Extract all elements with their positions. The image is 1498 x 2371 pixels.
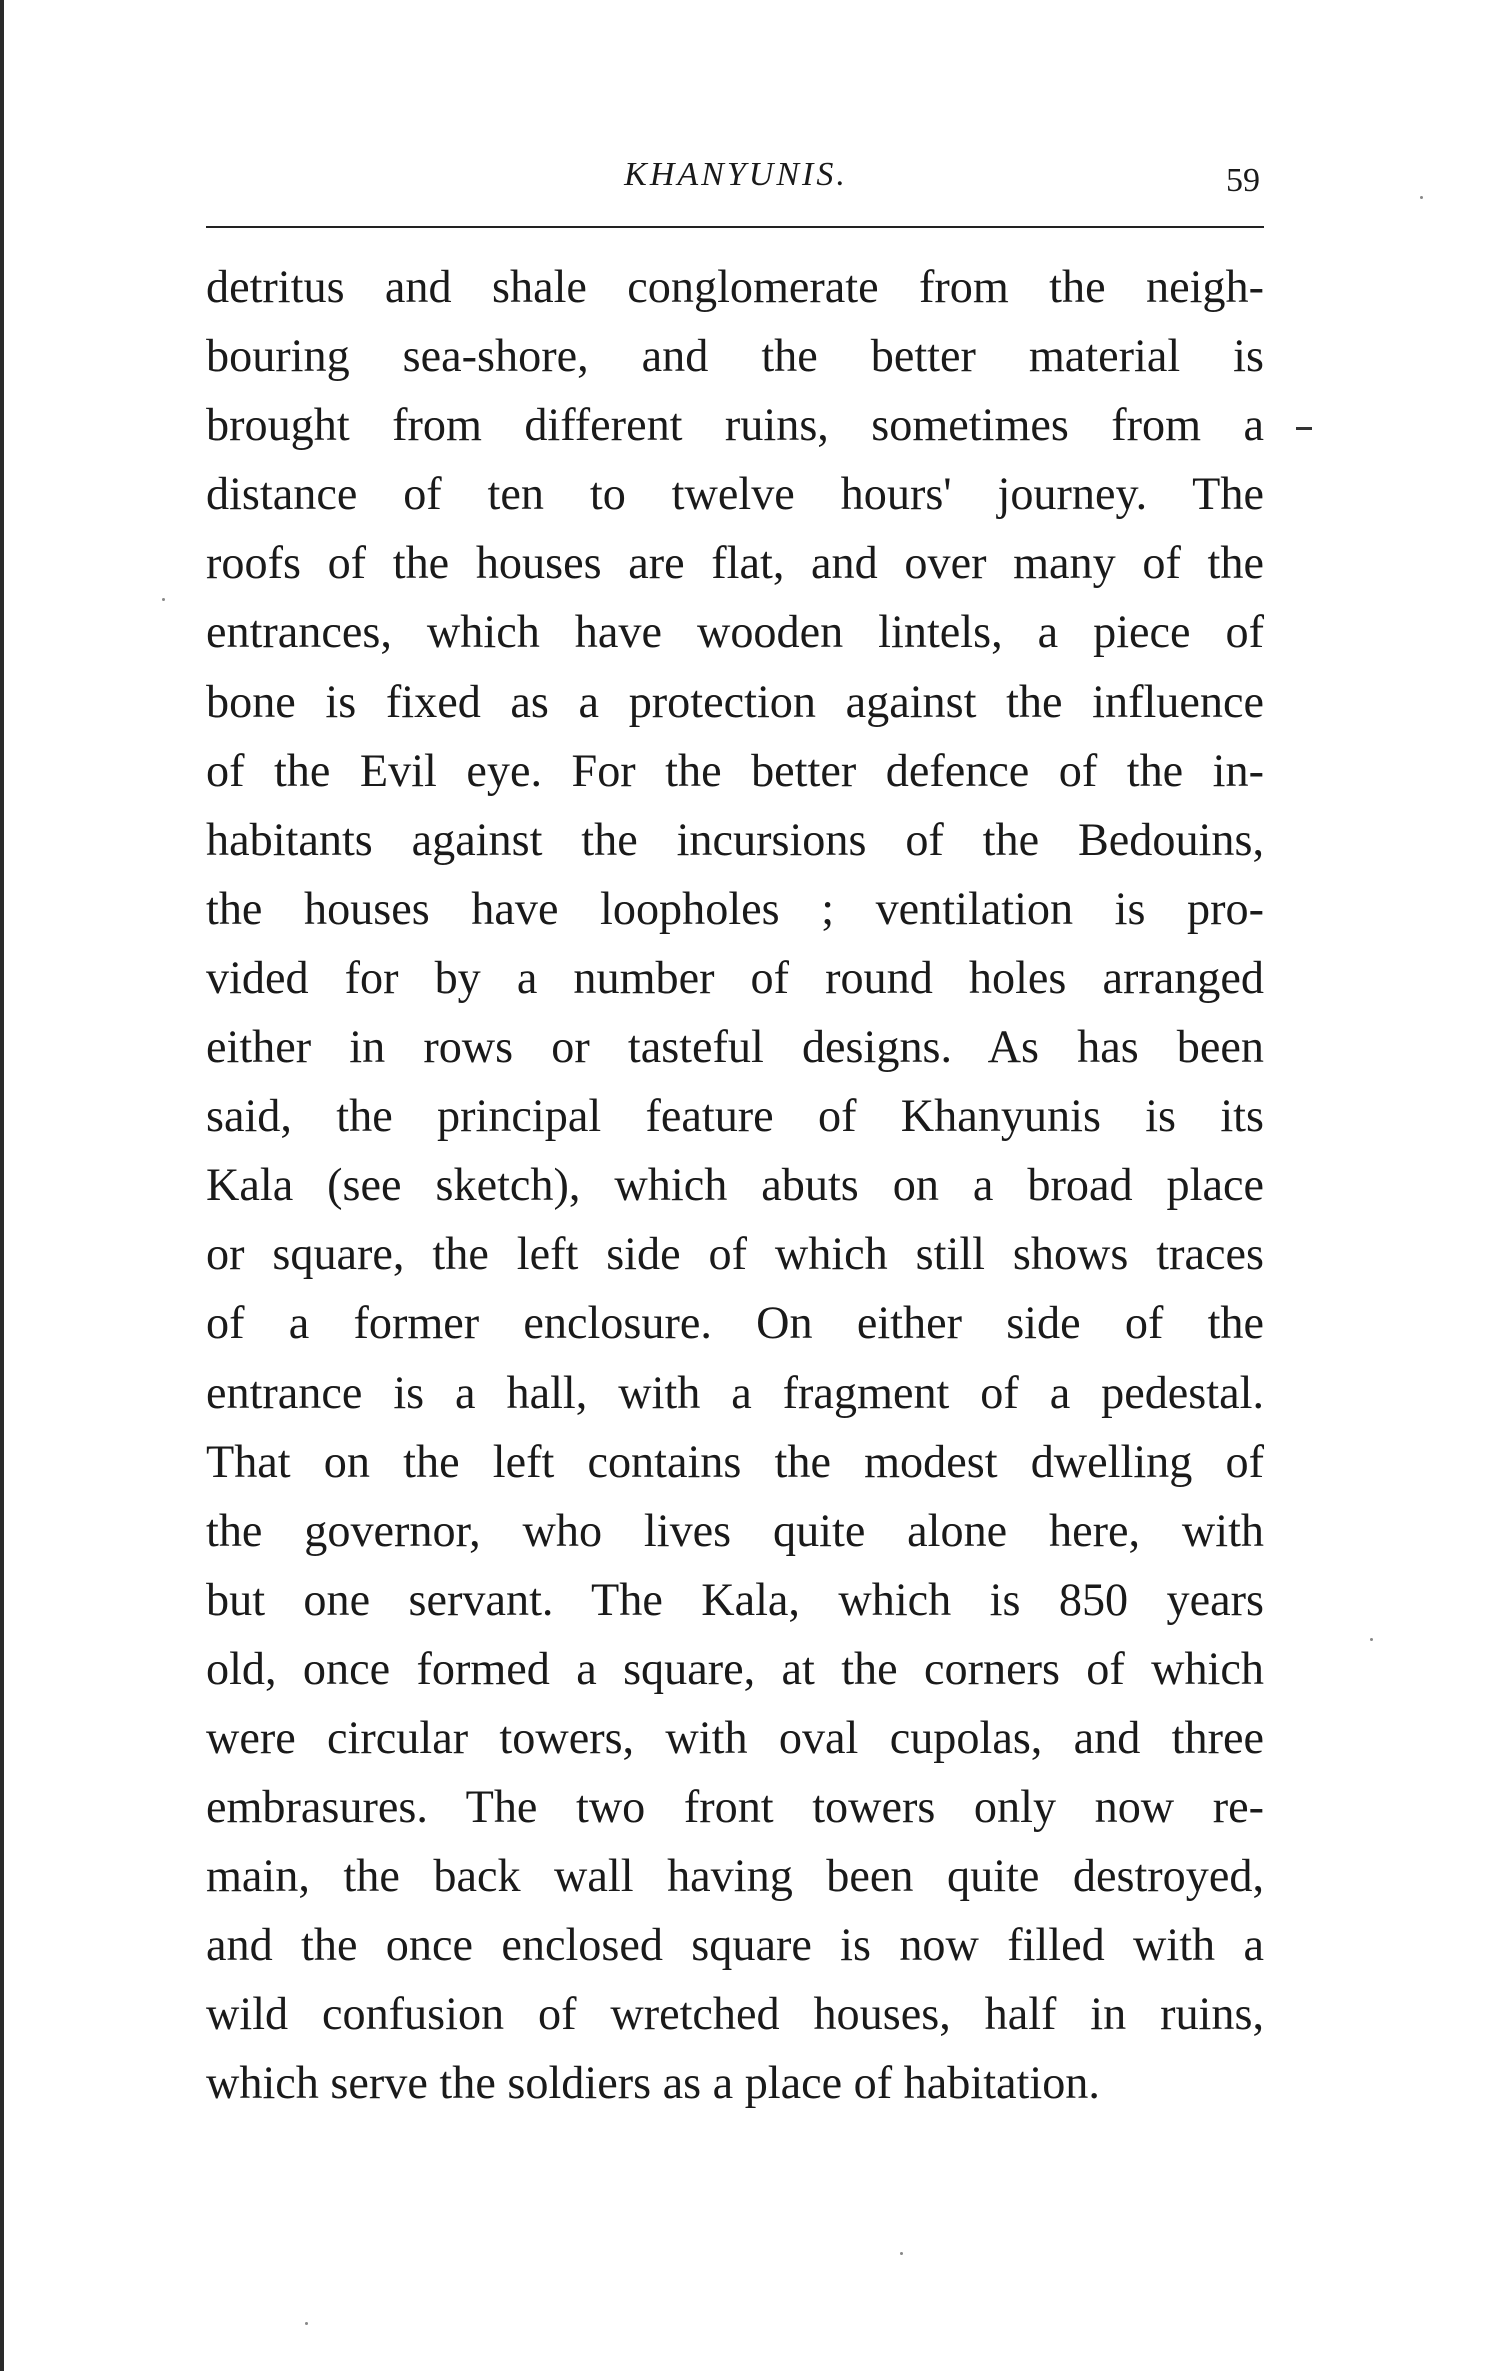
running-head xyxy=(206,155,1266,211)
text-line: the houses have loopholes ; ventilation is pro- xyxy=(206,882,1264,934)
paper-speck xyxy=(1420,196,1423,199)
text-line: of a former enclosure. On either side of the xyxy=(206,1297,1264,1349)
text-line: entrance is a hall, with a fragment of a pedestal. xyxy=(206,1366,1264,1418)
text-line: habitants against the incursions of the Bedouins, xyxy=(206,813,1264,865)
text-line: the governor, who lives quite alone here, with xyxy=(206,1504,1264,1556)
page-number: 59 xyxy=(1226,162,1260,199)
text-line: bone is fixed as a protection against the influence xyxy=(206,675,1264,727)
text-line: That on the left contains the modest dwelling of xyxy=(206,1435,1264,1487)
text-line: distance of ten to twelve hours' journey. The xyxy=(206,468,1264,520)
text-line: brought from different ruins, sometimes from a xyxy=(206,399,1264,451)
running-title: KHANYUNIS. xyxy=(624,156,848,193)
text-line: or square, the left side of which still shows traces xyxy=(206,1228,1264,1280)
text-line: wild confusion of wretched houses, half in ruins, xyxy=(206,1988,1264,2040)
page-edge-shadow xyxy=(0,0,4,2371)
paper-speck xyxy=(305,2322,308,2325)
text-line: were circular towers, with oval cupolas, and three xyxy=(206,1711,1264,1763)
paper-speck xyxy=(900,2252,903,2255)
text-line: detritus and shale conglomerate from the neigh- xyxy=(206,261,1264,312)
text-line: but one servant. The Kala, which is 850 years xyxy=(206,1573,1264,1625)
text-line: vided for by a number of round holes arranged xyxy=(206,951,1264,1003)
text-line: bouring sea-shore, and the better material is xyxy=(206,330,1264,382)
paper-speck xyxy=(1370,1638,1373,1641)
text-line: said, the principal feature of Khanyunis is its xyxy=(206,1090,1264,1142)
text-line: old, once formed a square, at the corners of which xyxy=(206,1642,1264,1694)
text-line: main, the back wall having been quite destroyed, xyxy=(206,1850,1264,1902)
text-line: of the Evil eye. For the better defence of the in- xyxy=(206,744,1264,796)
text-line: roofs of the houses are flat, and over many of the xyxy=(206,537,1264,589)
header-rule xyxy=(206,226,1264,228)
text-line: and the once enclosed square is now filled with a xyxy=(206,1919,1264,1971)
text-line: either in rows or tasteful designs. As has been xyxy=(206,1021,1264,1073)
paper-speck xyxy=(162,598,165,601)
text-line: embrasures. The two front towers only now re- xyxy=(206,1781,1264,1833)
margin-dash-mark xyxy=(1296,427,1312,430)
body-paragraph xyxy=(206,252,1264,2118)
text-line: which serve the soldiers as a place of habitation. xyxy=(206,2057,1100,2109)
text-line: Kala (see sketch), which abuts on a broad place xyxy=(206,1159,1264,1211)
text-line: entrances, which have wooden lintels, a piece of xyxy=(206,606,1264,658)
